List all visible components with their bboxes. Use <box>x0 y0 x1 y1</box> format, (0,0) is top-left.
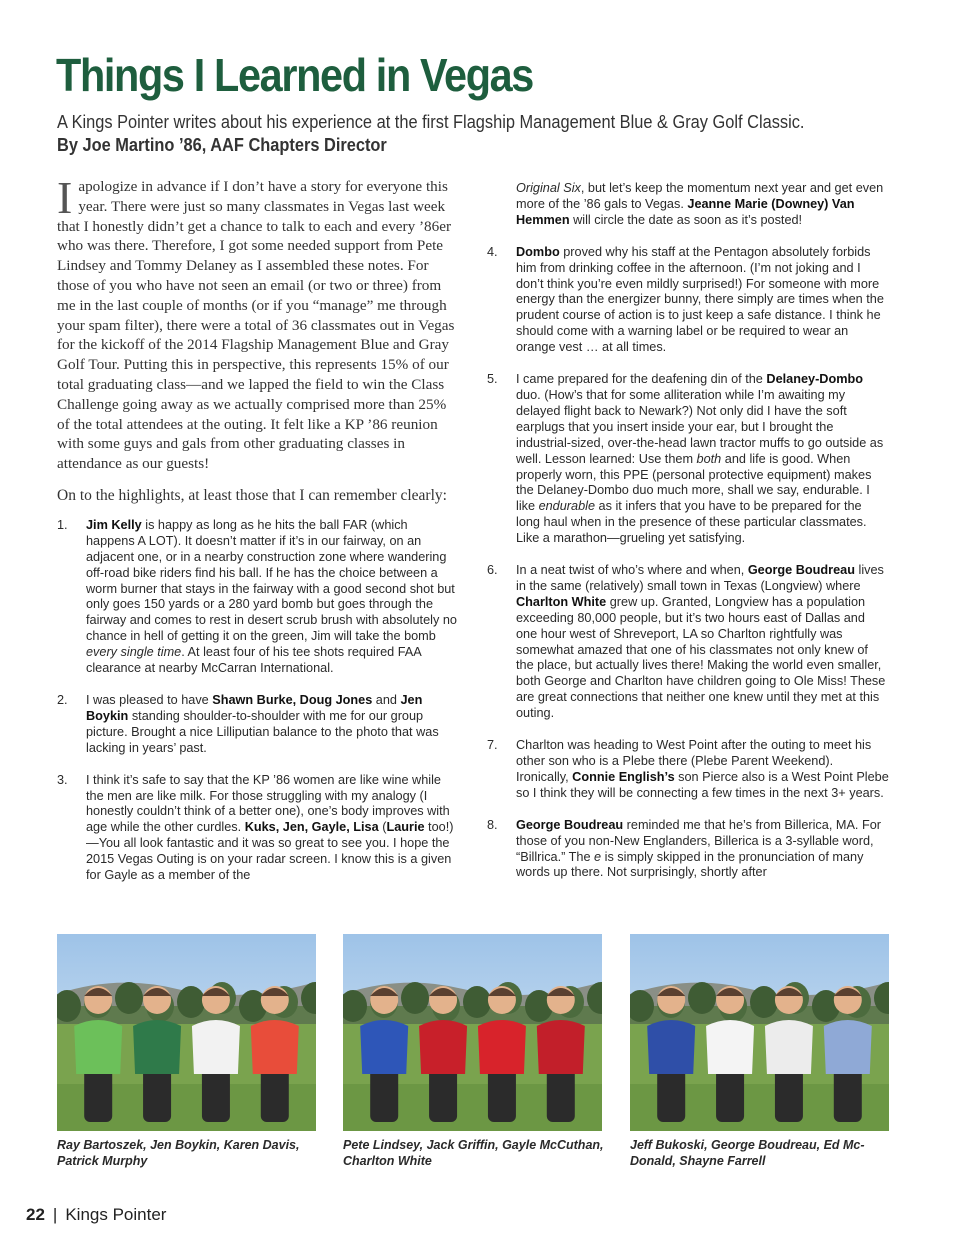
list-item-number: 5. <box>487 372 498 387</box>
group-photo-1 <box>57 934 316 1131</box>
list-item-text: Jim Kelly is happy as long as he hits the ball FAR (which happens A LOT). It doesn’t matter if it’s in our fairway, on an adjacent one, or in a nearby construction zone where wandering off-road bike riders find his ball. If he has the choice between a worm burner that stays in the fairway with a good second shot but only goes 150 yards or a 280 yard bomb but goes through the fairway and comes to rest in desert scrub brush with absolutely no chance in hell of getting it on the green, Jim will take the bomb every single time. At least four of his tee shots required FAA clearance at nearby McCarran International. <box>86 517 457 676</box>
photo-caption-1: Ray Bartoszek, Jen Boykin, Karen Davis, Patrick Murphy <box>57 1138 300 1168</box>
list-item-number: 7. <box>487 738 498 753</box>
drop-cap: I <box>57 172 73 223</box>
highlights-intro: On to the highlights, at least those that I can remember clearly: <box>57 486 447 504</box>
list-item <box>57 518 459 677</box>
intro-text: apologize in advance if I don’t have a story for everyone this year. There were just so many classmates in Vegas last week that I honestly didn’t get a chance to talk to each and every ’86er who was there. Therefore, I got some needed support from Pete Lindsey and Tommy Delaney as I assembled these notes. For those of you who have not seen an email (or two or three) from me in the last couple of months (or if you “manage” me through your spam filter), there were a total of 36 classmates out in Vegas for the kickoff of the 2014 Flagship Management Blue and Gray Golf Tour. Putting this in perspective, this represents 15% of our total graduating class—and we lapped the field to win the Class Challenge going away as we actually comprised more than 25% of the total attendees at the outing. It felt like a KP ’86 reunion with some guys and gals from other graduating classes in attendance as our guests! <box>57 178 455 473</box>
list-item <box>57 773 459 884</box>
list-item-text: Dombo proved why his staff at the Pentagon absolutely forbids him from drinking coffee in the afternoon. (I’m not joking and I don’t think you’re even mildly surprised!) For someone with more energy than the energizer bunny, there simply are times when the prudent course of action is to just keep a safe distance. I think he should come with a warning label or be required to wear an orange vest … at all times. <box>516 244 884 355</box>
list-item-number: 3. <box>57 772 68 787</box>
photo-illustration <box>57 934 316 1131</box>
photo-caption-3: Jeff Bukoski, George Boudreau, Ed Mc-Donald, Shayne Farrell <box>630 1138 865 1168</box>
highlights-list-left <box>57 518 459 884</box>
list-item <box>487 245 889 356</box>
photo-illustration <box>630 934 889 1131</box>
list-item-text: I think it’s safe to say that the KP ’86 women are like wine while the men are like milk. For those struggling with my analogy (I honestly couldn’t think of a better one), one’s body improves with age while the other curdles. Kuks, Jen, Gayle, Lisa (Laurie too!)—You all look fantastic and it was so great to see you. I hope the 2015 Vegas Outing is on your radar screen. I know this is a given for Gayle as a member of the <box>86 772 454 883</box>
list-item-text: In a neat twist of who’s where and when, George Boudreau lives in the same (relatively) small town in Texas (Longview) where Charlton White grew up. Granted, Longview has a population exceeding 80,000 people, but it’s two hours east of Dallas and one hour west of Shreveport, LA so Charlton rightfully was somewhat amazed that one of his classmates not only knew of the place, but actually lives there! Making the world even smaller, both George and Charlton have children going to Ole Miss! These are great connections that neither one knew until they met at this outing. <box>516 563 886 721</box>
list-item-number: 6. <box>487 563 498 578</box>
list-item-number: 8. <box>487 817 498 832</box>
list-item <box>487 372 889 547</box>
list-item <box>487 738 889 802</box>
left-column <box>57 172 459 900</box>
list-item-number: 4. <box>487 244 498 259</box>
list-item <box>487 563 889 722</box>
article-byline: By Joe Martino ’86, AAF Chapters Director <box>57 135 387 155</box>
list-item-number: 2. <box>57 693 68 708</box>
group-photo-3 <box>630 934 889 1131</box>
list-item-number: 1. <box>57 517 68 532</box>
list-item-text: I came prepared for the deafening din of the Delaney-Dombo duo. (How’s that for some alliteration while I’m awaiting my delayed flight back to Newark?) Not only did I have the soft earplugs that you insert inside your ear, but I brought the industrial-sized, over-the-head lawn tractor muffs to go outside as well. Lesson learned: Use them both and life is good. When properly worn, this PPE (personal protective equipment) makes the Delaney-Dombo duo much more, shall we say, endurable. I like endurable as it infers that you have to be prepared for the long haul when in the presence of these particular classmates. Like a marathon—grueling yet satisfying. <box>516 372 884 546</box>
page-number: 22 <box>26 1205 45 1224</box>
list-item <box>57 693 459 757</box>
list-item-text: Charlton was heading to West Point after the outing to meet his other son who is a Plebe there (Plebe Parent Weekend). Ironically, Connie English’s son Pierce also is a West Point Plebe so I think they will be connecting a few times in the next 3+ years. <box>516 738 889 800</box>
photo-caption-2: Pete Lindsey, Jack Griffin, Gayle McCuthan, Charlton White <box>343 1138 604 1168</box>
article-subtitle: A Kings Pointer writes about his experience at the first Flagship Management Blue & Gray Golf Classic. <box>57 112 805 132</box>
item-3-continued: Original Six, but let’s keep the momentum next year and get even more of the ’86 gals to Vegas. Jeanne Marie (Downey) Van Hemmen will circle the date as soon as it’s posted! <box>516 181 884 227</box>
photo-illustration <box>343 934 602 1131</box>
publication-name: Kings Pointer <box>65 1205 167 1224</box>
highlights-list-right <box>487 245 889 882</box>
list-item <box>487 818 889 882</box>
page-footer <box>26 1205 166 1225</box>
list-item-text: George Boudreau reminded me that he’s from Billerica, MA. For those of you non-New Englanders, Billerica is a 3-syllable word, “Billrica.” The e is simply skipped in the pronunciation of many words up there. Not surprisingly, shortly after <box>516 817 881 880</box>
group-photo-2 <box>343 934 602 1131</box>
intro-paragraph <box>57 172 459 474</box>
article-title: Things I Learned in Vegas <box>56 49 533 101</box>
right-column <box>487 181 889 897</box>
list-item-text: I was pleased to have Shawn Burke, Doug Jones and Jen Boykin standing shoulder-to-shoulder with me for our group picture. Brought a nice Lilliputian balance to the photo that was lacking in years’ past. <box>86 693 439 755</box>
footer-separator: | <box>52 1205 58 1224</box>
